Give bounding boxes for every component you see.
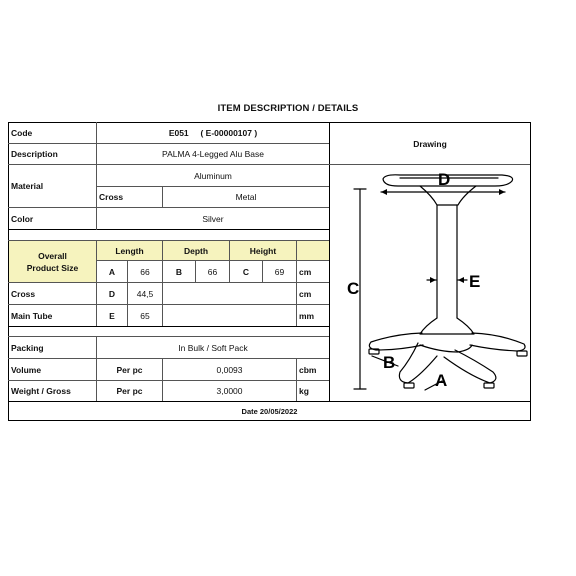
label-color: Color <box>11 213 34 224</box>
table-border-bottom <box>8 420 531 421</box>
header-depth: Depth <box>183 245 209 256</box>
value-description: PALMA 4-Legged Alu Base <box>162 149 264 159</box>
value-color: Silver <box>202 213 224 224</box>
drawing-letter-c: C <box>347 279 360 298</box>
dimension-a-line <box>425 381 442 390</box>
value-volume: 0,0093 <box>216 364 243 375</box>
drawing-letter-e: E <box>469 272 481 291</box>
base-center <box>420 345 472 352</box>
leg-back-left <box>369 333 423 350</box>
label-description: Description <box>11 149 58 159</box>
label-code: Code <box>11 128 33 138</box>
date-footer: Date 20/05/2022 <box>241 406 298 416</box>
unit-weight: kg <box>299 386 309 396</box>
label-overall-size: Overall Product Size <box>26 250 79 273</box>
drawing-letter-b: B <box>383 353 396 372</box>
label-main-tube: Main Tube <box>11 310 53 321</box>
value-material: Aluminum <box>194 170 232 181</box>
row-line <box>329 164 530 165</box>
header-length: Length <box>115 245 144 256</box>
unit-cross: cm <box>299 288 312 299</box>
letter-c: C <box>242 266 250 277</box>
letter-a: A <box>108 266 116 277</box>
foot <box>404 383 414 388</box>
foot <box>517 351 527 356</box>
volume-per: Per pc <box>116 364 143 375</box>
header-height: Height <box>249 245 277 256</box>
unit-size: cm <box>299 266 312 277</box>
dimension-b-line <box>372 356 398 366</box>
arrowhead <box>499 189 505 195</box>
page-title: ITEM DESCRIPTION / DETAILS <box>217 103 359 114</box>
unit-volume: cbm <box>299 364 317 375</box>
value-cross: 44,5 <box>136 288 154 299</box>
value-depth: 66 <box>207 266 218 277</box>
arrowhead <box>381 189 387 195</box>
col-line <box>162 282 163 326</box>
value-packing: In Bulk / Soft Pack <box>178 342 248 353</box>
label-drawing: Drawing <box>413 138 447 149</box>
leg-back-right <box>470 333 525 351</box>
value-cross-material: Metal <box>235 192 257 202</box>
leg-front-right <box>444 350 496 383</box>
letter-b: B <box>175 266 183 277</box>
value-code: E051 ( E-00000107 ) <box>168 128 258 138</box>
value-length: 66 <box>140 266 150 277</box>
row-line <box>8 326 329 327</box>
label-cross-material: Cross <box>99 192 124 202</box>
label-packing: Packing <box>11 342 44 353</box>
row-line <box>8 229 329 230</box>
value-height: 69 <box>274 266 285 277</box>
table-border-right <box>530 122 531 421</box>
label-weight: Weight / Gross <box>11 386 71 396</box>
base-hub <box>420 318 474 334</box>
drawing-letter-a: A <box>435 371 448 390</box>
foot <box>484 383 494 388</box>
label-material: Material <box>11 181 44 191</box>
value-weight: 3,0000 <box>216 386 243 396</box>
label-cross: Cross <box>11 288 36 299</box>
label-volume: Volume <box>11 364 42 375</box>
arrowhead <box>458 277 464 283</box>
foot <box>369 349 379 354</box>
letter-e: E <box>109 310 115 321</box>
unit-main-tube: mm <box>299 310 315 321</box>
arrowhead <box>430 277 436 283</box>
weight-per: Per pc <box>116 386 143 396</box>
letter-d: D <box>108 288 116 299</box>
drawing-letter-d: D <box>438 170 451 189</box>
cross-plate <box>383 175 513 186</box>
cross-hub <box>420 186 476 205</box>
leg-front-left <box>399 343 437 383</box>
value-main-tube: 65 <box>140 310 150 321</box>
